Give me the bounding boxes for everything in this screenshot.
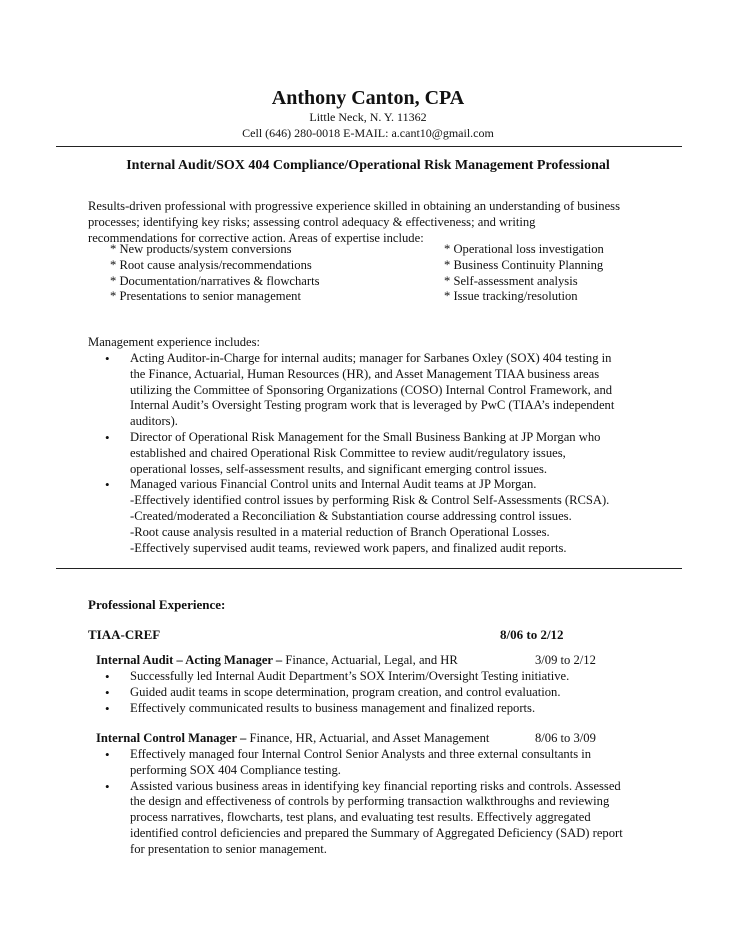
list-item bbox=[105, 747, 675, 779]
role-dates: 8/06 to 3/09 bbox=[535, 731, 596, 745]
list-item-line: process narratives, flowcharts, test plans, and evaluating test results. Effectively aggregated bbox=[130, 810, 591, 825]
role-title bbox=[96, 653, 458, 669]
list-item-line: utilizing the Committee of Sponsoring Organizations (COSO) Internal Control Framework, and bbox=[130, 382, 613, 397]
bullet-icon: • bbox=[105, 429, 110, 445]
experience-heading: Professional Experience: bbox=[88, 597, 226, 612]
list-item-line: Effectively managed four Internal Control Senior Analysts and three external consultants in bbox=[130, 747, 592, 761]
expertise-item: * Issue tracking/resolution bbox=[444, 289, 578, 304]
expertise-list-right bbox=[444, 242, 604, 305]
list-item-line: -Effectively identified control issues by performing Risk & Control Self-Assessments (RCSA). bbox=[130, 493, 610, 508]
list-item-line: operational losses, self-assessment results, and significant emerging control issues. bbox=[130, 461, 548, 476]
list-item bbox=[105, 430, 675, 477]
list-item bbox=[105, 351, 675, 430]
list-item-line: performing SOX 404 Compliance testing. bbox=[130, 762, 341, 777]
section-divider bbox=[56, 568, 682, 569]
expertise-item: * New products/system conversions bbox=[110, 242, 292, 256]
bullet-icon: • bbox=[105, 351, 110, 366]
list-item-line: the design and effectiveness of controls by performing transaction walkthroughs and reviewing bbox=[130, 794, 610, 809]
bullet-icon: • bbox=[105, 669, 110, 684]
list-item-line: -Root cause analysis resulted in a material reduction of Branch Operational Losses. bbox=[130, 524, 550, 539]
list-item-line: Guided audit teams in scope determination, program creation, and control evaluation. bbox=[130, 684, 561, 699]
expertise-item: * Self-assessment analysis bbox=[444, 273, 578, 288]
list-item-line: Managed various Financial Control units and Internal Audit teams at JP Morgan. bbox=[130, 477, 537, 492]
role-title bbox=[96, 731, 489, 747]
role-name: Internal Audit – Acting Manager – bbox=[96, 653, 283, 667]
list-item-line: Acting Auditor-in-Charge for internal audits; manager for Sarbanes Oxley (SOX) 404 testing in bbox=[130, 351, 612, 365]
candidate-address: Little Neck, N. Y. 11362 bbox=[309, 110, 427, 124]
list-item-line: Director of Operational Risk Management for the Small Business Banking at JP Morgan who bbox=[130, 429, 601, 444]
list-item-line: Assisted various business areas in identifying key financial reporting risks and controls. Assessed bbox=[130, 778, 621, 793]
candidate-contact: Cell (646) 280-0018 E-MAIL: a.cant10@gmail.com bbox=[242, 126, 494, 140]
list-item-line: Effectively communicated results to business management and finalized reports. bbox=[130, 700, 536, 715]
list-item bbox=[105, 779, 675, 858]
list-item bbox=[105, 477, 675, 556]
list-item-line: Successfully led Internal Audit Department’s SOX Interim/Oversight Testing initiative. bbox=[130, 669, 570, 683]
summary-paragraph bbox=[88, 199, 648, 246]
expertise-item: * Business Continuity Planning bbox=[444, 257, 604, 272]
header-divider bbox=[56, 146, 682, 147]
professional-headline: Internal Audit/SOX 404 Compliance/Operational Risk Management Professional bbox=[126, 158, 610, 173]
expertise-list-left bbox=[110, 242, 319, 305]
expertise-item: * Operational loss investigation bbox=[444, 242, 604, 256]
expertise-item: * Root cause analysis/recommendations bbox=[110, 257, 312, 272]
bullet-icon: • bbox=[105, 700, 110, 716]
company-dates: 8/06 to 2/12 bbox=[500, 627, 564, 642]
management-list bbox=[105, 351, 675, 556]
list-item bbox=[105, 685, 675, 701]
management-intro: Management experience includes: bbox=[88, 335, 261, 349]
expertise-item: * Presentations to senior management bbox=[110, 289, 301, 304]
summary-line: recommendations for corrective action. Areas of expertise include: bbox=[88, 230, 424, 245]
list-item bbox=[105, 669, 675, 685]
company-name: TIAA-CREF bbox=[88, 627, 161, 642]
role-areas: Finance, HR, Actuarial, and Asset Management bbox=[246, 731, 490, 745]
role-name: Internal Control Manager – bbox=[96, 731, 247, 745]
role-areas: Finance, Actuarial, Legal, and HR bbox=[282, 653, 458, 667]
list-item-line: -Effectively supervised audit teams, reviewed work papers, and finalized audit reports. bbox=[130, 540, 567, 555]
summary-line: processes; identifying key risks; assessing control adequacy & effectiveness; and writing bbox=[88, 214, 536, 229]
list-item-line: -Created/moderated a Reconciliation & Substantiation course addressing control issues. bbox=[130, 508, 572, 523]
candidate-name: Anthony Canton, CPA bbox=[271, 87, 465, 109]
role-dates: 3/09 to 2/12 bbox=[535, 653, 596, 667]
list-item-line: established and chaired Operational Risk Committee to review audit/regulatory issues, bbox=[130, 445, 566, 460]
summary-line: Results-driven professional with progressive experience skilled in obtaining an understanding of business bbox=[88, 199, 620, 213]
list-item-line: the Finance, Actuarial, Human Resources (HR), and Asset Management TIAA business areas bbox=[130, 366, 600, 381]
list-item bbox=[105, 701, 675, 717]
bullet-icon: • bbox=[105, 778, 110, 794]
bullet-icon: • bbox=[105, 477, 110, 493]
role-bullets bbox=[105, 747, 675, 858]
bullet-icon: • bbox=[105, 747, 110, 762]
expertise-item: * Documentation/narratives & flowcharts bbox=[110, 273, 320, 288]
list-item-line: auditors). bbox=[130, 414, 178, 429]
list-item-line: for presentation to senior management. bbox=[130, 841, 327, 856]
role-bullets bbox=[105, 669, 675, 716]
list-item-line: Internal Audit’s Oversight Testing program work that is leveraged by PwC (TIAA’s independent bbox=[130, 398, 615, 413]
list-item-line: identified control deficiencies and prepared the Summary of Aggregated Deficiency (SAD) report bbox=[130, 825, 623, 840]
bullet-icon: • bbox=[105, 684, 110, 700]
